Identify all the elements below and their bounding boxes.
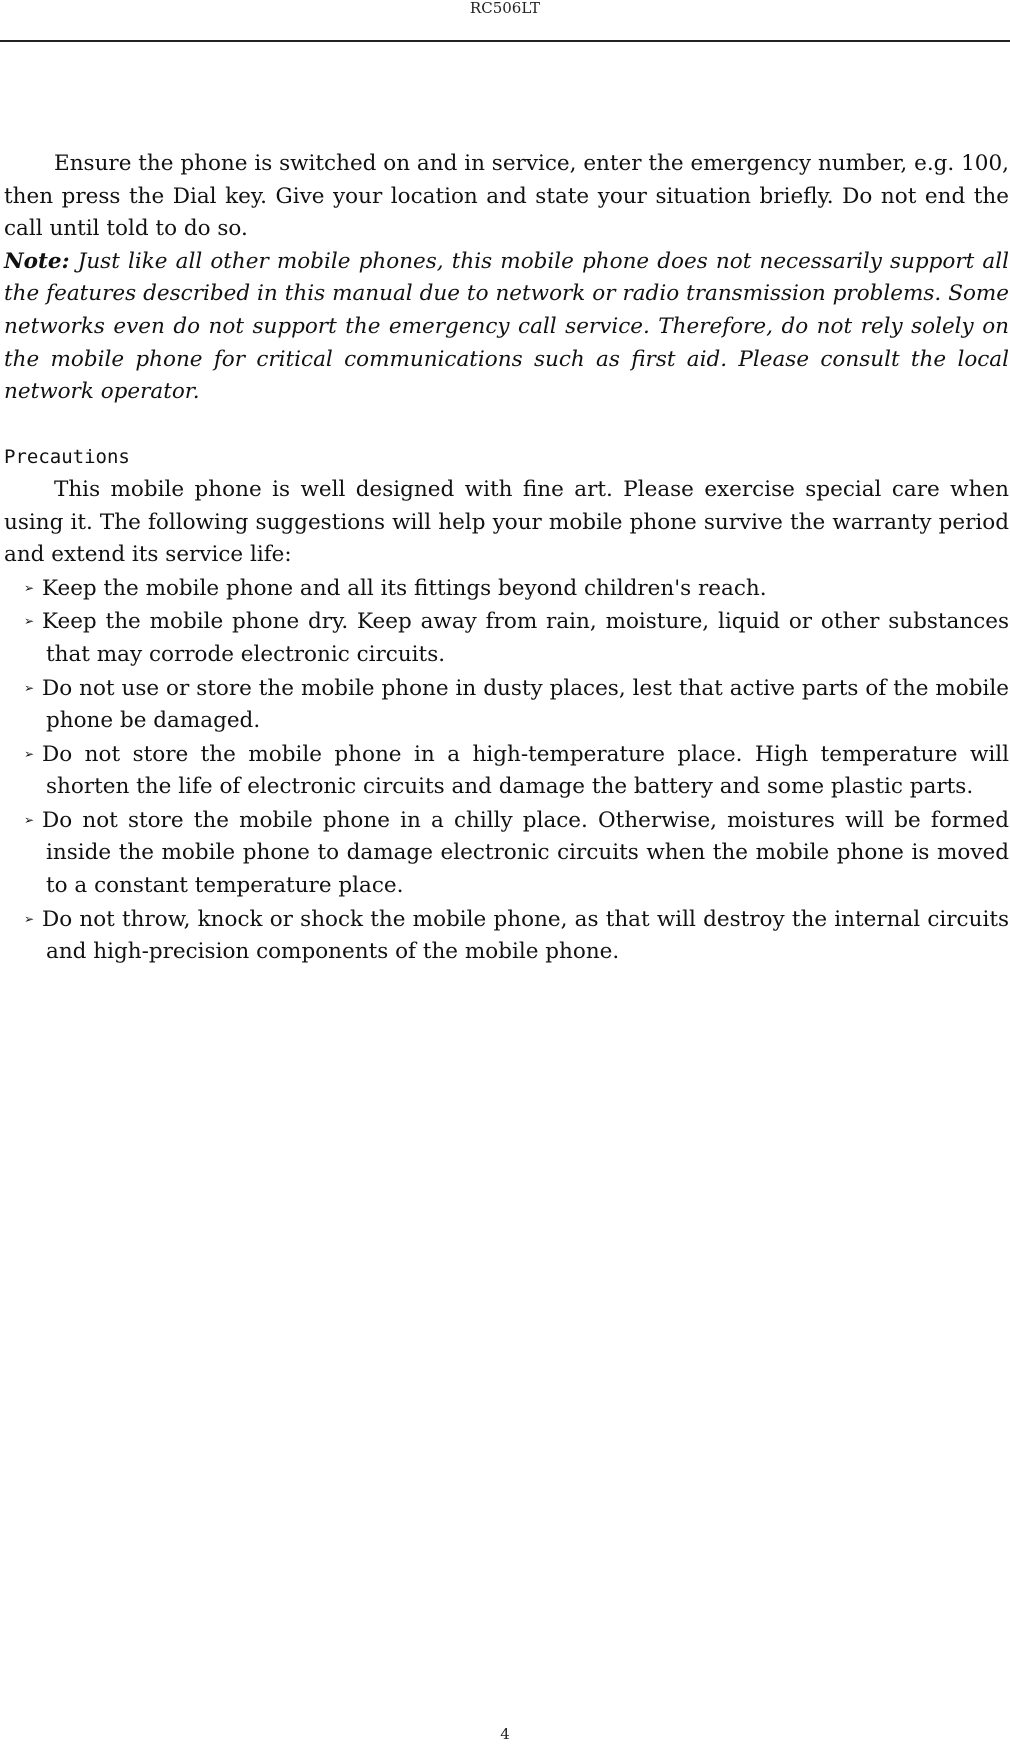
arrowhead-bullet-icon: ➢: [24, 614, 35, 629]
list-item: ➢ Keep the mobile phone and all its fittings beyond children's reach.: [4, 572, 1009, 606]
list-item: ➢ Do not use or store the mobile phone in dusty places, lest that active parts of the mobile phone be damaged.: [4, 672, 1009, 738]
page-number: 4: [500, 1725, 510, 1743]
list-item: ➢ Do not store the mobile phone in a chilly place. Otherwise, moistures will be formed inside the mobile phone to damage electronic circuits when the mobile phone is moved to a constant temperature place.: [4, 804, 1009, 903]
precautions-list: [4, 572, 1009, 969]
page-header: [0, 0, 1010, 42]
page-content: [4, 148, 1009, 969]
arrowhead-bullet-icon: ➢: [24, 680, 35, 695]
note-paragraph: [4, 246, 1009, 409]
emergency-call-paragraph: Ensure the phone is switched on and in service, enter the emergency number, e.g. 100, then press the Dial key. Give your location and state your situation briefly. Do not end the call until told to do so.: [4, 151, 1009, 242]
note-label: Note:: [4, 248, 70, 274]
list-item: ➢ Keep the mobile phone dry. Keep away from rain, moisture, liquid or other substances that may corrode electronic circuits.: [4, 605, 1009, 671]
list-item: ➢ Do not store the mobile phone in a high-temperature place. High temperature will shorten the life of electronic circuits and damage the battery and some plastic parts.: [4, 738, 1009, 804]
document-model-title: RC506LT: [469, 0, 541, 17]
arrowhead-bullet-icon: ➢: [24, 812, 35, 827]
arrowhead-bullet-icon: ➢: [24, 911, 35, 926]
arrowhead-bullet-icon: ➢: [24, 580, 35, 595]
note-text: Just like all other mobile phones, this mobile phone does not necessarily support all the features described in this manual due to network or radio transmission problems. Some networks even do not support the emergency call service. Therefore, do not rely solely on the mobile phone for critical communications such as first aid. Please consult the local network operator.: [4, 248, 1009, 405]
list-item: ➢ Do not throw, knock or shock the mobile phone, as that will destroy the internal circuits and high-precision components of the mobile phone.: [4, 903, 1009, 969]
precautions-intro: This mobile phone is well designed with fine art. Please exercise special care when using it. The following suggestions will help your mobile phone survive the warranty period and extend its service life:: [4, 476, 1009, 568]
precautions-heading: Precautions: [4, 446, 130, 469]
arrowhead-bullet-icon: ➢: [24, 746, 35, 761]
